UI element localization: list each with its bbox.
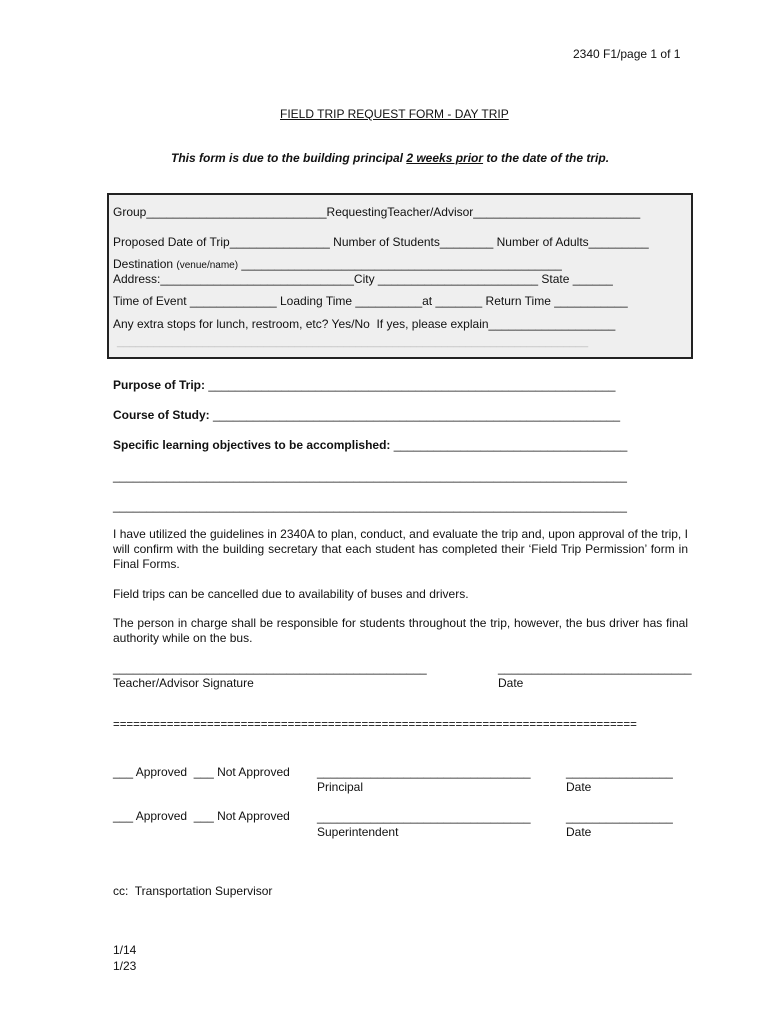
objectives-line: ___________________________________ xyxy=(390,438,628,452)
destination-hint: (venue/name) xyxy=(176,260,239,271)
principal-approval-checkboxes[interactable]: ___ Approved ___ Not Approved xyxy=(113,765,290,779)
cc-line: cc: Transportation Supervisor xyxy=(113,884,273,898)
subtitle-text-before: This form is due to the building principal xyxy=(171,151,407,165)
group-teacher-field[interactable]: Group___________________________RequestingTeacher/Advisor_________________________ xyxy=(113,205,641,219)
principal-date-label: Date xyxy=(566,780,592,794)
objectives-blank-line-2[interactable]: _____________________________________________________________________________ xyxy=(113,499,627,513)
subtitle-text-after: to the date of the trip. xyxy=(483,151,610,165)
principal-date-line[interactable]: ________________ xyxy=(566,765,673,779)
subtitle-emphasis: 2 weeks prior xyxy=(406,151,484,165)
date-students-adults-field[interactable]: Proposed Date of Trip_______________ Number of Students________ Number of Adults_________ xyxy=(113,235,649,249)
superintendent-label: Superintendent xyxy=(317,825,399,839)
signature-label: Teacher/Advisor Signature xyxy=(113,676,254,690)
superintendent-signature-line[interactable]: ________________________________ xyxy=(317,810,531,824)
extra-stops-field[interactable]: Any extra stops for lunch, restroom, etc? Yes/No If yes, please explain___________________ xyxy=(113,317,616,331)
objectives-blank-line-1[interactable]: _____________________________________________________________________________ xyxy=(113,469,627,483)
signature-date-label: Date xyxy=(498,676,524,690)
signature-line[interactable]: _______________________________________________ xyxy=(113,661,427,675)
revision-date-1: 1/14 xyxy=(113,943,137,957)
destination-label: Destination xyxy=(113,257,177,271)
course-field[interactable] xyxy=(113,408,620,423)
guidelines-paragraph: I have utilized the guidelines in 2340A to plan, conduct, and evaluate the trip and, upon approval of the trip, I will confirm with the building secretary that each student has completed their ‘Field Trip Permission’ form in Final Forms. xyxy=(113,527,688,571)
purpose-label: Purpose of Trip: xyxy=(113,378,206,392)
superintendent-date-label: Date xyxy=(566,825,592,839)
cancellation-paragraph: Field trips can be cancelled due to availability of buses and drivers. xyxy=(113,587,469,601)
destination-line: ________________________________________________ xyxy=(238,257,562,271)
signature-date-line[interactable]: _____________________________ xyxy=(498,661,692,675)
course-label: Course of Study: xyxy=(113,408,210,422)
objectives-field[interactable] xyxy=(113,438,627,453)
section-separator: ============================================================================== xyxy=(113,719,637,731)
destination-field[interactable] xyxy=(113,257,562,273)
form-subtitle xyxy=(171,151,609,166)
page-reference: 2340 F1/page 1 of 1 xyxy=(573,47,681,61)
form-title: FIELD TRIP REQUEST FORM - DAY TRIP xyxy=(280,107,509,121)
superintendent-approval-checkboxes[interactable]: ___ Approved ___ Not Approved xyxy=(113,809,290,823)
course-line: _____________________________________________________________ xyxy=(209,408,621,422)
principal-signature-line[interactable]: ________________________________ xyxy=(317,765,531,779)
extra-stops-continuation-line[interactable]: _____________________________________________________________________________ xyxy=(117,336,589,348)
responsibility-paragraph: The person in charge shall be responsible for students throughout the trip, however, the bus driver has final authority while on the bus. xyxy=(113,616,688,645)
superintendent-date-line[interactable]: ________________ xyxy=(566,810,673,824)
revision-date-2: 1/23 xyxy=(113,959,137,973)
purpose-field[interactable] xyxy=(113,378,615,393)
address-city-state-field[interactable]: Address:_____________________________City ________________________ State ______ xyxy=(113,272,613,286)
principal-label: Principal xyxy=(317,780,364,794)
purpose-line: _____________________________________________________________ xyxy=(205,378,616,392)
objectives-label: Specific learning objectives to be accomplished: xyxy=(113,438,391,452)
time-loading-return-field[interactable]: Time of Event _____________ Loading Time __________at _______ Return Time ___________ xyxy=(113,294,628,308)
